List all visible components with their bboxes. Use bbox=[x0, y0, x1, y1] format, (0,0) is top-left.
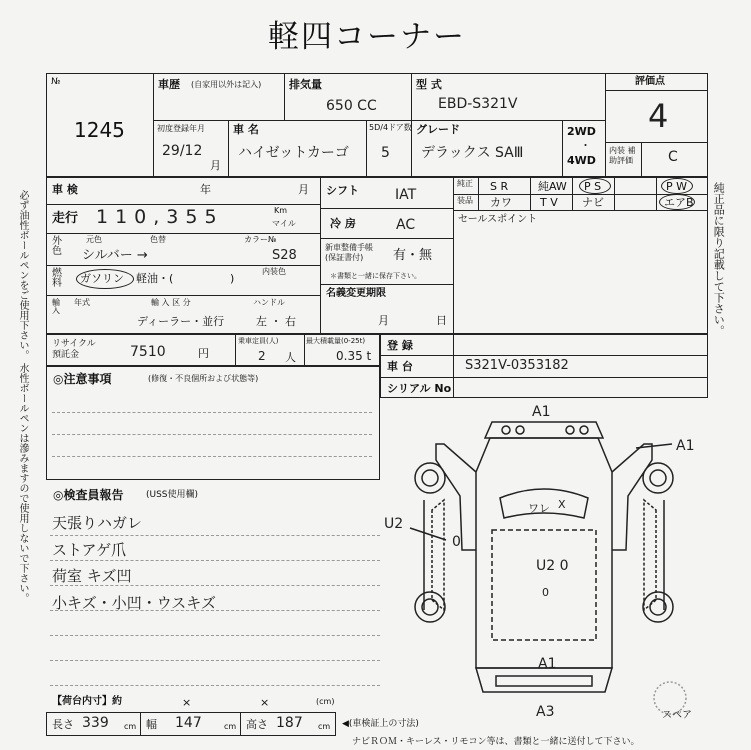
sales-point-label: セールスポイント bbox=[458, 214, 538, 225]
score-value: 4 bbox=[648, 97, 669, 135]
equip-row2-4: エアB bbox=[664, 196, 694, 209]
cargo-x2: × bbox=[260, 696, 270, 709]
equip-row1-0: 純正 bbox=[457, 179, 473, 188]
import-label: 輸入 bbox=[52, 298, 60, 315]
diagram-wakare: ワレ bbox=[528, 502, 550, 515]
notes-sub: (修復・不良個所および状態等) bbox=[148, 374, 259, 383]
report-line-4: 小キズ・小凹・ウスキズ bbox=[52, 594, 216, 612]
chassis-value: S321V-0353182 bbox=[465, 358, 569, 373]
diagram-spare: スペア bbox=[662, 710, 692, 721]
mileage-unit-mile: マイル bbox=[272, 219, 296, 228]
dims-note: ◀(車検証上の寸法) bbox=[342, 719, 419, 729]
name-change-month: 月 bbox=[378, 314, 389, 327]
recycle-value: 7510 bbox=[130, 344, 166, 360]
diagram-a3: A3 bbox=[536, 704, 555, 720]
color-repaint: 色替 bbox=[150, 235, 166, 244]
width-value: 147 bbox=[175, 715, 202, 731]
import-class-value: ディーラー・並行 bbox=[137, 315, 225, 328]
doors-label: 5D/4ドア数 bbox=[369, 123, 412, 132]
fuel-close: ) bbox=[230, 272, 235, 285]
diagram-u2-center: U2 0 bbox=[536, 558, 569, 574]
length-value: 339 bbox=[82, 715, 109, 731]
name-change-day: 日 bbox=[436, 314, 447, 327]
equip-row1-2: 純AW bbox=[538, 180, 567, 193]
manual-label: 新車整備手帳 (保証書付) bbox=[325, 243, 373, 262]
drive-2wd: 2WD bbox=[567, 125, 596, 138]
equip-row2-0: 装品 bbox=[457, 196, 473, 205]
score-label: 評価点 bbox=[635, 76, 665, 87]
diagram-a1-right: A1 bbox=[676, 438, 695, 454]
model-label: 型 式 bbox=[416, 78, 442, 91]
length-unit: cm bbox=[124, 722, 137, 731]
load-label: 最大積載量(0-25t) bbox=[306, 337, 366, 345]
capacity-value: 2 bbox=[258, 349, 266, 363]
grade-value: デラックス SAⅢ bbox=[421, 145, 524, 161]
grade-label: グレード bbox=[416, 123, 460, 136]
chassis-label: 車 台 bbox=[387, 360, 413, 373]
import-class-label: 輸 入 区 分 bbox=[151, 298, 191, 307]
import-year: 年式 bbox=[74, 298, 90, 307]
car-name-value: ハイゼットカーゴ bbox=[238, 145, 349, 161]
drive-dot: ・ bbox=[580, 139, 591, 152]
drive-4wd: 4WD bbox=[567, 154, 596, 167]
height-value: 187 bbox=[276, 715, 303, 731]
first-reg-label: 初度登録年月 bbox=[157, 124, 205, 133]
diagram-center-mark: 0 bbox=[542, 586, 549, 599]
report-sub: (USS使用欄) bbox=[146, 490, 199, 500]
length-label: 長さ bbox=[52, 718, 74, 731]
width-label: 幅 bbox=[146, 718, 157, 731]
doors-value: 5 bbox=[381, 145, 390, 161]
registration-label: 登 録 bbox=[387, 339, 413, 352]
handle-label: ハンドル bbox=[253, 298, 285, 307]
interior-score-label: 内装 補助評価 bbox=[609, 146, 636, 166]
serial-label: シリアル No bbox=[387, 382, 452, 395]
load-value: 0.35 t bbox=[336, 349, 372, 363]
mileage-label: 走行 bbox=[52, 211, 79, 226]
lot-number: 1245 bbox=[74, 118, 125, 142]
report-line-1: 天張りハガレ bbox=[52, 514, 143, 532]
equip-row1-1: S R bbox=[490, 180, 509, 193]
sheet-title: 軽四コーナー bbox=[268, 19, 466, 55]
report-label: ◎検査員報告 bbox=[53, 488, 124, 502]
car-diagram bbox=[384, 400, 710, 721]
width-unit: cm bbox=[224, 722, 237, 731]
equip-row1-3: P S bbox=[584, 180, 602, 193]
color-value: シルバー → bbox=[82, 248, 148, 263]
model-value: EBD-S321V bbox=[438, 96, 518, 112]
first-reg-unit: 月 bbox=[210, 159, 221, 172]
manual-note: ＊書類と一緒に保存下さい。 bbox=[330, 272, 421, 280]
diagram-u2-left: U2 bbox=[384, 516, 404, 532]
report-line-2: ストアゲ爪 bbox=[52, 541, 127, 559]
fuel-label: 燃料 bbox=[52, 268, 62, 289]
inspection-year: 年 bbox=[200, 183, 211, 196]
height-unit: cm bbox=[318, 722, 331, 731]
recycle-label: リサイクル預託金 bbox=[52, 339, 96, 360]
height-label: 高さ bbox=[246, 718, 268, 731]
capacity-unit: 人 bbox=[285, 351, 296, 364]
left-margin-note: 必ず油性ボールペンをご使用下さい。 水性ボールペンは滲みますので使用しないで下さい。 bbox=[17, 190, 28, 604]
capacity-label: 乗車定員(人) bbox=[238, 337, 279, 345]
ac-label: 冷 房 bbox=[330, 217, 356, 230]
footer-note: ナビＲＯＭ・キーレス・リモコン等は、書類と一緒に送付して下さい。 bbox=[352, 737, 640, 747]
interior-score-value: C bbox=[668, 149, 678, 165]
cargo-unit: (cm) bbox=[316, 697, 335, 706]
diagram-a1-top: A1 bbox=[532, 404, 551, 420]
equip-row2-3: ナビ bbox=[582, 196, 604, 209]
report-line-3: 荷室 キズ凹 bbox=[52, 567, 132, 585]
color-code: S28 bbox=[272, 248, 297, 263]
shift-value: IAT bbox=[395, 187, 417, 203]
mileage-value: 110,355 bbox=[96, 206, 224, 228]
name-change-label: 名義変更期限 bbox=[326, 288, 386, 299]
ac-value: AC bbox=[396, 217, 416, 233]
notes-label: ◎注意事項 bbox=[53, 372, 112, 386]
recycle-unit: 円 bbox=[198, 347, 209, 360]
history-note: (自家用以外は記入) bbox=[191, 80, 262, 89]
equip-row2-2: T V bbox=[540, 196, 558, 209]
displacement-value: 650 CC bbox=[326, 98, 377, 114]
handle-value: 左 ・ 右 bbox=[256, 315, 296, 328]
diagram-zero-left: 0 bbox=[452, 534, 461, 550]
manual-value: 有・無 bbox=[393, 248, 433, 263]
color-code-label: カラー№ bbox=[244, 235, 277, 244]
diagram-a1-bottom: A1 bbox=[538, 656, 557, 672]
inspection-label: 車 検 bbox=[52, 183, 78, 196]
cargo-label: 【荷台内寸】約 bbox=[52, 696, 122, 707]
fuel-light: 軽油・( bbox=[136, 272, 174, 285]
equip-row1-4: P W bbox=[666, 180, 688, 193]
inspection-month: 月 bbox=[298, 183, 309, 196]
mileage-unit-km: Km bbox=[274, 206, 288, 215]
interior-color-label: 内装色 bbox=[262, 267, 286, 276]
color-orig: 元色 bbox=[86, 235, 102, 244]
right-margin-note: 純正品に限り記載して下さい。 bbox=[712, 182, 726, 336]
fuel-gasoline: ガソリン bbox=[80, 272, 124, 285]
history-label: 車歴 bbox=[158, 78, 180, 91]
shift-label: シフト bbox=[326, 184, 359, 197]
car-name-label: 車 名 bbox=[233, 123, 259, 136]
displacement-label: 排気量 bbox=[289, 78, 322, 91]
first-reg-value: 29/12 bbox=[162, 143, 203, 159]
color-label: 外色 bbox=[52, 236, 62, 257]
diagram-x-mark: X bbox=[558, 498, 566, 511]
cargo-x1: × bbox=[182, 696, 192, 709]
lot-label: № bbox=[51, 77, 61, 87]
equip-row2-1: カワ bbox=[490, 196, 512, 209]
